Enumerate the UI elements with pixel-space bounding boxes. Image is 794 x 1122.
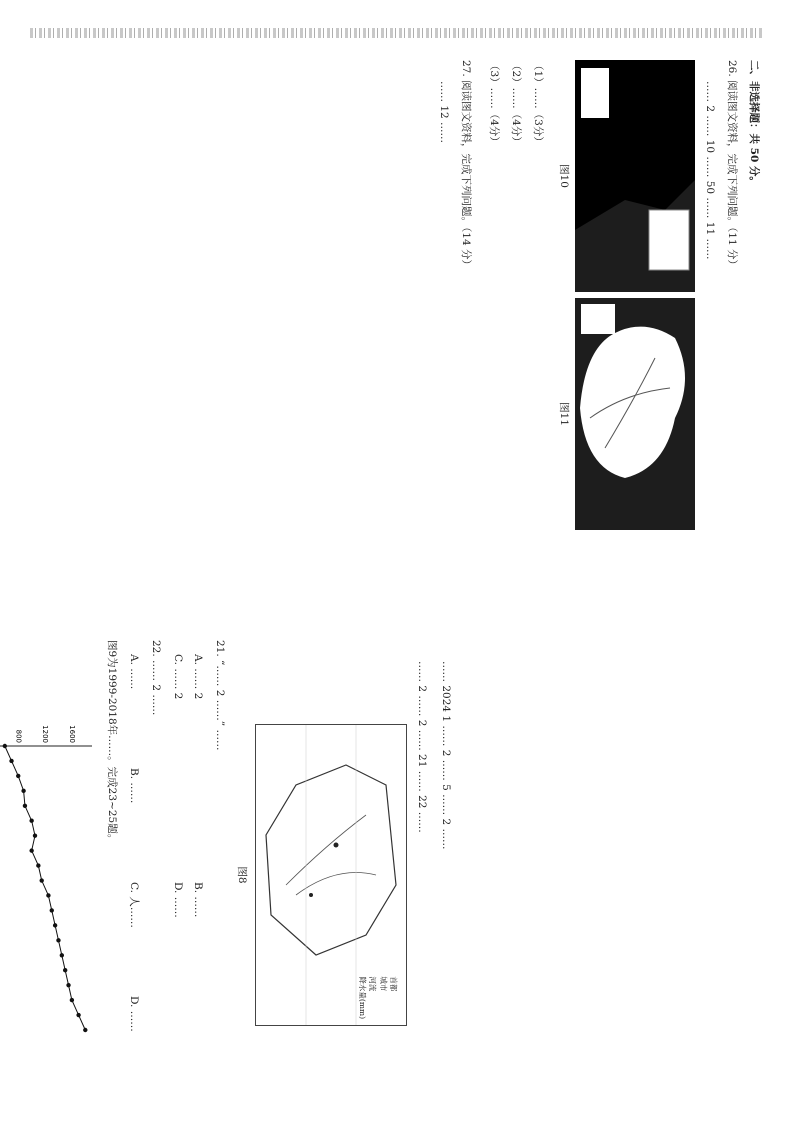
figure-9-chart [0,710,100,1040]
data-point [46,894,50,898]
data-point [29,849,33,853]
section-heading: 二、非选择题：共 50 分。 [748,60,760,187]
option: D. …… [172,882,185,918]
y-tick-label: 800 [13,729,22,743]
figure-11 [551,298,695,530]
q26-sub-2: （2）……（4分） [510,60,523,147]
data-point [3,744,7,748]
option: B. …… [128,768,141,804]
series-line [4,746,84,1030]
legend-item: 降水量(mm) [357,976,367,1019]
data-point [21,789,25,793]
figure-11-map [575,298,695,530]
left-page [0,640,455,1110]
right-page [145,60,765,530]
option: C. 人…… [128,882,141,928]
q26-passage: …… 2 …… 10 …… 50 …… 11 …… [704,81,717,260]
data-point [29,819,33,823]
legend-item: 河流 [368,976,378,992]
figure-10 [551,60,695,292]
data-point [39,879,43,883]
legend-item: 城市 [378,976,388,992]
figure-10-map [575,60,695,292]
data-point [83,1028,87,1032]
figure-8-map [255,724,407,1026]
data-point [66,983,70,987]
question-22: 22. …… 2 …… [150,640,163,716]
option: A. …… 2 [192,654,205,700]
data-point [70,998,74,1002]
legend-item: 首都 [389,976,399,992]
figure-10-caption: 图10 [558,164,571,188]
data-point [16,774,20,778]
q21-options [167,654,207,1110]
figure-9-svg [0,710,100,1040]
question-21: 21. “…… 2 ……” …… [214,640,227,751]
data-point [63,968,67,972]
option: D. …… [128,996,141,1032]
option: C. …… 2 [172,654,185,700]
data-point [56,939,60,943]
data-point [50,909,54,913]
data-point [36,864,40,868]
option: B. …… [192,882,205,918]
data-point [76,1013,80,1017]
data-point [9,759,13,763]
data-point [60,953,64,957]
figure-10-svg [575,60,695,292]
figure-11-caption: 图11 [558,402,571,426]
q26-sub-1: （1）……（3分） [532,60,545,147]
data-point [23,804,27,808]
intro-text-2: …… 2 …… 2 …… 21 …… 22 …… [416,661,429,833]
q27-passage: …… 12 …… [438,81,451,144]
intro-text: …… 2024 1 …… 2 …… 5 …… 2 …… [440,661,452,850]
y-tick-label: 1600 [67,725,76,743]
figure-11-svg [575,298,695,530]
question-group-intro: 图9为1999-2018年……。完成23~25题。 [106,640,119,845]
figure-8-legend [356,976,398,1019]
q22-options [124,654,144,1110]
q26-sub-3: （3）……（4分） [488,60,501,147]
data-point [53,924,57,928]
question-26: 26. 阅读图文资料，完成下列问题。（11 分） [726,60,739,270]
scan-artifact-band [30,28,764,38]
question-27: 27. 阅读图文资料，完成下列问题。（14 分） [460,60,473,270]
figures-10-11 [551,60,695,530]
data-point [33,834,37,838]
option: A. …… [128,654,141,690]
figure-8-caption: 图8 [236,866,249,884]
y-tick-label: 1200 [40,725,49,743]
